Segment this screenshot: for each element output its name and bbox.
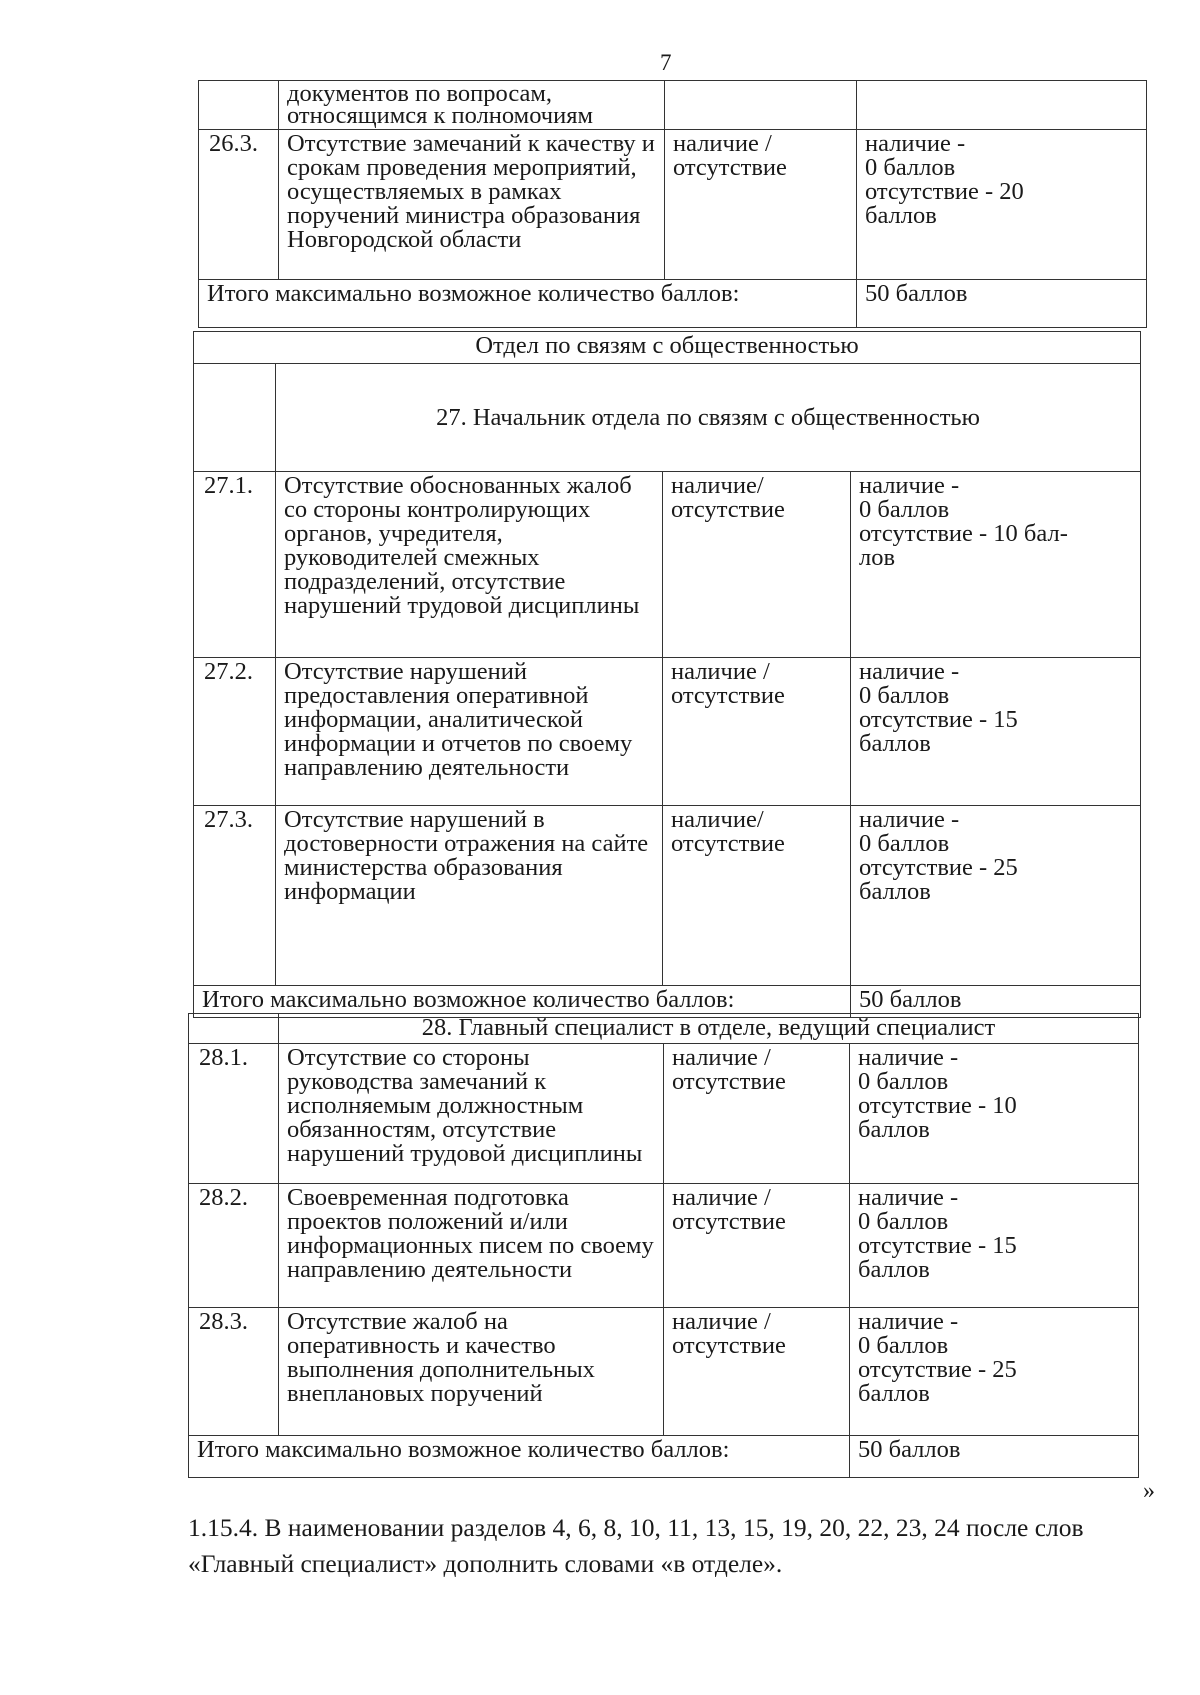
score-cell [857,81,1147,130]
number-cell: 28.1. [189,1044,279,1184]
criterion-cell: документов по вопросам, относящимся к полномочиям [279,81,665,130]
criterion-cell: Отсутствие обоснованных жалоб со стороны контролирующих органов, учредителя, руководителей смежных подразделений, отсутствие нарушений трудовой дисциплины [276,472,663,658]
score-line: наличие - [858,1308,959,1335]
score-line: отсутствие - 20 [865,178,1024,205]
total-value: 50 баллов [857,280,1147,328]
criteria-table-part-1 [198,80,1147,328]
number-cell: 27.2. [194,658,276,806]
table-row [199,81,1147,130]
section-row [194,364,1141,472]
section-row [189,1014,1139,1044]
criterion-cell: Отсутствие жалоб на оперативность и качество выполнения дополнительных внеплановых поручений [279,1308,664,1436]
score-line: баллов [858,1116,930,1143]
score-line: лов [859,544,896,571]
criterion-cell: Отсутствие нарушений в достоверности отражения на сайте министерства образования информации [276,806,663,986]
score-line: наличие - [859,658,960,685]
score-line: 0 баллов [865,154,956,181]
score-line: баллов [858,1380,930,1407]
table-row [194,472,1141,658]
measure-cell: наличие/ отсутствие [663,472,851,658]
score-line: баллов [858,1256,930,1283]
score-line: отсутствие - 25 [859,854,1018,881]
section-title: 28. Главный специалист в отделе, ведущий специалист [279,1014,1139,1044]
table-row [189,1184,1139,1308]
criterion-cell: Отсутствие со стороны руководства замечаний к исполняемым должностным обязанностям, отсутствие нарушений трудовой дисциплины [279,1044,664,1184]
score-line: отсутствие - 15 [858,1232,1017,1259]
score-cell [851,472,1141,658]
table-row [194,658,1141,806]
page-number: 7 [660,50,672,75]
table-row [194,806,1141,986]
measure-cell: наличие / отсутствие [665,130,857,280]
number-cell: 27.1. [194,472,276,658]
score-cell [851,806,1141,986]
score-line: наличие - [865,130,966,157]
score-cell [857,130,1147,280]
score-line: 0 баллов [858,1208,949,1235]
number-cell [194,364,276,472]
score-line: 0 баллов [859,682,950,709]
criterion-cell: Своевременная подготовка проектов положений и/или информационных писем по своему направлению деятельности [279,1184,664,1308]
score-cell [850,1308,1139,1436]
total-label: Итого максимально возможное количество баллов: [194,986,851,1018]
number-cell: 27.3. [194,806,276,986]
score-cell [850,1044,1139,1184]
score-line: 0 баллов [858,1332,949,1359]
score-line: 0 баллов [858,1068,949,1095]
score-line: 0 баллов [859,496,950,523]
criterion-cell: Отсутствие нарушений предоставления оперативной информации, аналитической информации и отчетов по своему направлению деятельности [276,658,663,806]
total-row [189,1436,1139,1478]
score-cell [850,1184,1139,1308]
total-value: 50 баллов [850,1436,1139,1478]
score-line: баллов [865,202,937,229]
score-line: отсутствие - 15 [859,706,1018,733]
measure-cell: наличие / отсутствие [664,1184,850,1308]
score-line: 0 баллов [859,830,950,857]
score-cell [851,658,1141,806]
number-cell [189,1014,279,1044]
measure-cell [665,81,857,130]
section-title: 27. Начальник отдела по связям с общественностью [276,364,1141,472]
measure-cell: наличие / отсутствие [663,658,851,806]
measure-cell: наличие/ отсутствие [663,806,851,986]
score-line: наличие - [859,472,960,499]
table-row [189,1308,1139,1436]
total-label: Итого максимально возможное количество баллов: [189,1436,850,1478]
criteria-table-part-3 [188,1013,1139,1478]
table-row [189,1044,1139,1184]
score-line: баллов [859,730,931,757]
dept-row [194,332,1141,364]
number-cell: 28.2. [189,1184,279,1308]
department-title: Отдел по связям с общественностью [194,332,1141,364]
amendment-paragraph: 1.15.4. В наименовании разделов 4, 6, 8, 10, 11, 13, 15, 19, 20, 22, 23, 24 после слов «Главный специалист» дополнить словами «в отделе». [188,1513,1084,1578]
closing-quote: » [1143,1478,1155,1504]
criteria-table-part-2 [193,331,1141,1018]
total-value: 50 баллов [851,986,1141,1018]
score-line: отсутствие - 10 бал- [859,520,1068,547]
score-line: наличие - [858,1184,959,1211]
total-label: Итого максимально возможное количество баллов: [199,280,857,328]
number-cell: 28.3. [189,1308,279,1436]
number-cell [199,81,279,130]
criterion-cell: Отсутствие замечаний к качеству и срокам проведения мероприятий, осуществляемых в рамках поручений министра образования Новгородской области [279,130,665,280]
number-cell: 26.3. [199,130,279,280]
score-line: наличие - [858,1044,959,1071]
table-row [199,130,1147,280]
score-line: отсутствие - 10 [858,1092,1017,1119]
total-row [199,280,1147,328]
measure-cell: наличие / отсутствие [664,1044,850,1184]
score-line: отсутствие - 25 [858,1356,1017,1383]
score-line: наличие - [859,806,960,833]
measure-cell: наличие / отсутствие [664,1308,850,1436]
score-line: баллов [859,878,931,905]
